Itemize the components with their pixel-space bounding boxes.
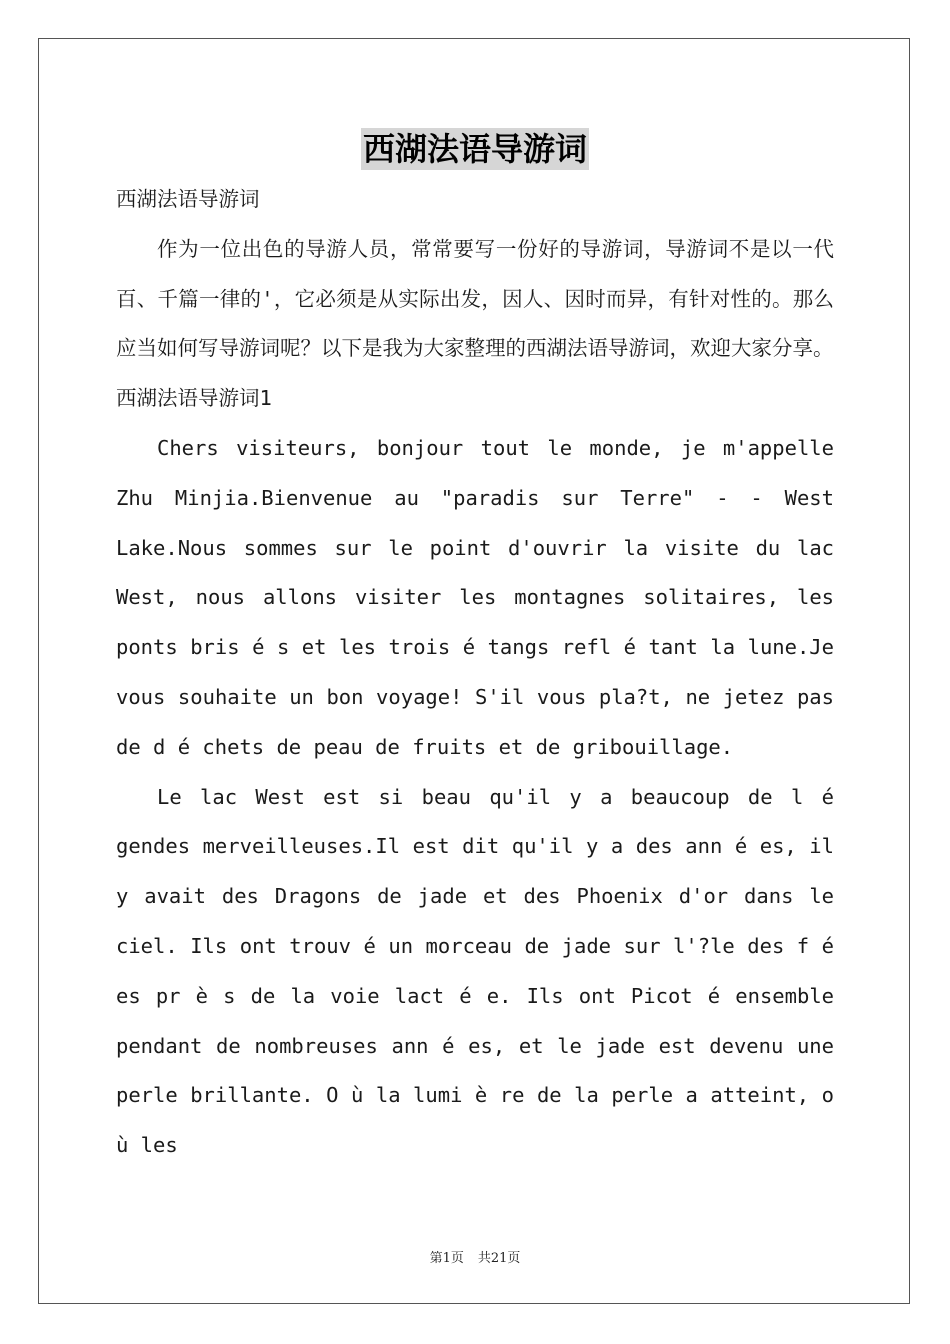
title-container <box>0 128 950 170</box>
page-footer <box>0 1247 950 1266</box>
body-paragraph-2: Le lac West est si beau qu'il y a beaucoup de l é gendes merveilleuses.Il est dit qu'il y a des ann é es, il y avait des Dragons de jade et des Phoenix d'or dans le ciel. Ils ont trouv é un morceau de jade sur l'?le des f é es pr è s de la voie lact é e. Ils ont Picot é ensemble pendant de nombreuses ann é es, et le jade est devenu une perle brillante. O ù la lumi è re de la perle a atteint, o ù les <box>116 784 834 1158</box>
body-paragraph-1: Chers visiteurs, bonjour tout le monde, je m'appelle Zhu Minjia.Bienvenue au "paradis sur Terre" - - West Lake.Nous sommes sur le point d'ouvrir la visite du lac West, nous allons visiter les montagnes solitaires, les ponts bris é s et les trois é tangs refl é tant la lune.Je vous souhaite un bon voyage! S'il vous pla?t, ne jetez pas de d é chets de peau de fruits et de gribouillage. <box>116 435 834 759</box>
intro-paragraph: 作为一位出色的导游人员，常常要写一份好的导游词，导游词不是以一代百、千篇一律的'，它必须是从实际出发，因人、因时而异，有针对性的。那么应当如何写导游词呢？以下是我为大家整理的西湖法语导游词，欢迎大家分享。 <box>116 236 834 361</box>
page-number: 第1页 <box>429 1251 464 1266</box>
total-pages: 共21页 <box>477 1251 521 1266</box>
document-title: 西湖法语导游词 <box>362 130 587 168</box>
document-subtitle: 西湖法语导游词 <box>116 187 260 211</box>
section-heading: 西湖法语导游词1 <box>116 386 272 411</box>
document-body <box>116 175 834 1171</box>
